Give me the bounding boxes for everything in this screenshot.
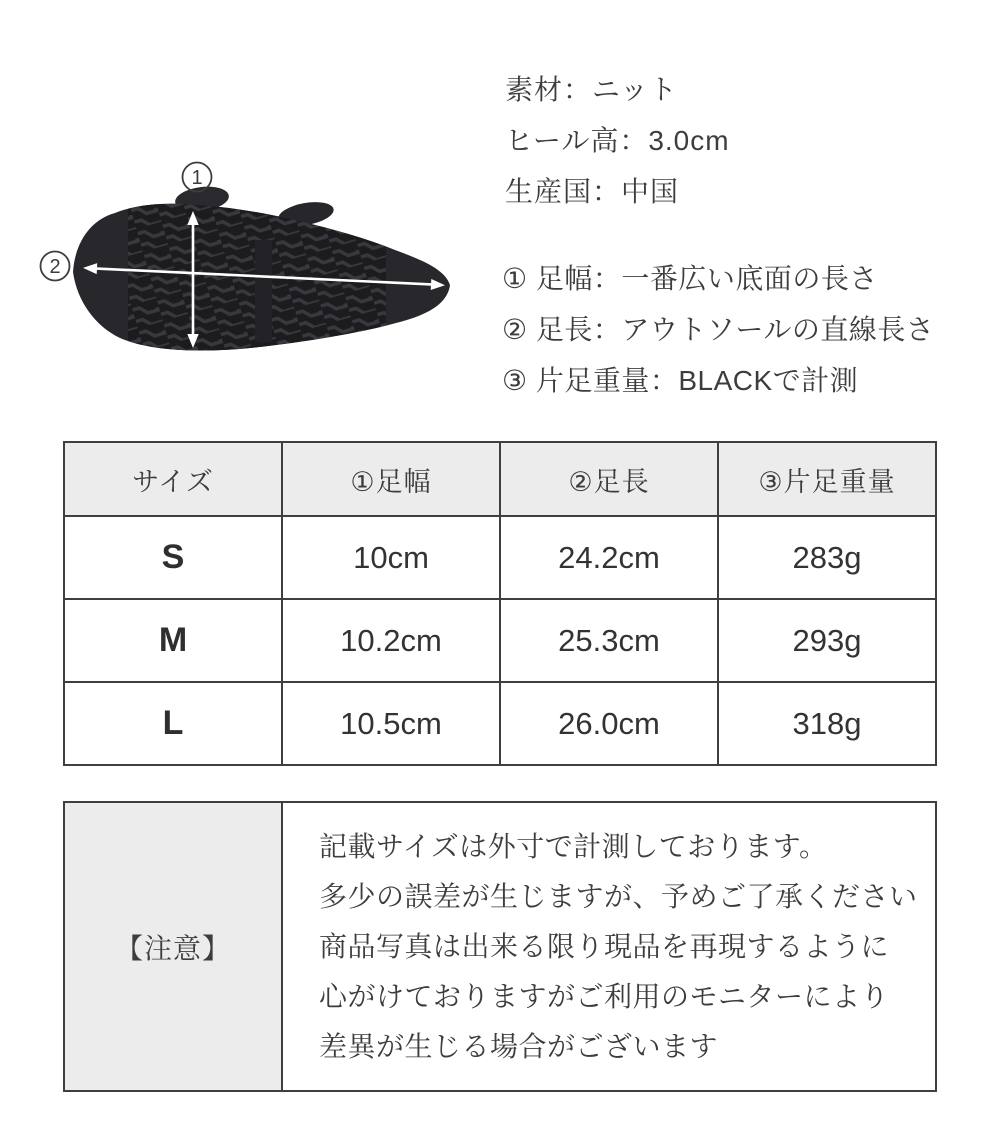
notice-label: 【注意】 (65, 803, 283, 1090)
table-row-l (64, 682, 936, 765)
weight-value: 293g (718, 599, 936, 682)
circled-2-label (41, 252, 70, 281)
size-table-header-row (64, 442, 936, 516)
product-info (505, 64, 730, 217)
size-value: L (64, 682, 282, 765)
notice-box (63, 801, 937, 1092)
origin-country-line: 生産国：中国 (505, 176, 680, 207)
legend-item-foot-weight: ③ 片足重量：BLACKで計測 (502, 365, 859, 396)
heel-height-line: ヒール高：3.0cm (505, 125, 730, 156)
sole-diagram (35, 158, 465, 368)
material-line: 素材：ニット (505, 74, 678, 105)
width-label-number: 1 (191, 167, 203, 189)
size-table (63, 441, 937, 766)
length-value: 26.0cm (500, 682, 718, 765)
col-header-foot-length: ②足長 (500, 442, 718, 516)
size-value: S (64, 516, 282, 599)
notice-text (283, 803, 935, 1090)
sandal-sole-photo (73, 184, 450, 361)
table-row-m (64, 599, 936, 682)
measurement-legend (502, 253, 934, 406)
weight-value: 283g (718, 516, 936, 599)
width-value: 10.2cm (282, 599, 500, 682)
notice-line: 記載サイズは外寸で計測しております。 (319, 830, 828, 862)
legend-item-foot-width: ① 足幅：一番広い底面の長さ (502, 263, 878, 294)
col-header-foot-weight: ③片足重量 (718, 442, 936, 516)
length-value: 25.3cm (500, 599, 718, 682)
legend-item-foot-length: ② 足長：アウトソールの直線長さ (502, 314, 935, 345)
notice-line: 心がけておりますがご利用のモニターにより (319, 980, 890, 1012)
col-header-foot-width: ①足幅 (282, 442, 500, 516)
width-value: 10cm (282, 516, 500, 599)
length-value: 24.2cm (500, 516, 718, 599)
col-header-size: サイズ (64, 442, 282, 516)
length-label-number: 2 (49, 256, 61, 278)
sole-center-bar (255, 240, 272, 342)
notice-line: 差異が生じる場合がございます (319, 1030, 719, 1062)
size-value: M (64, 599, 282, 682)
table-row-s (64, 516, 936, 599)
width-value: 10.5cm (282, 682, 500, 765)
notice-line: 商品写真は出来る限り現品を再現するように (319, 930, 890, 962)
circled-1-label (183, 163, 212, 192)
notice-line: 多少の誤差が生じますが、予めご了承ください (319, 880, 918, 912)
weight-value: 318g (718, 682, 936, 765)
